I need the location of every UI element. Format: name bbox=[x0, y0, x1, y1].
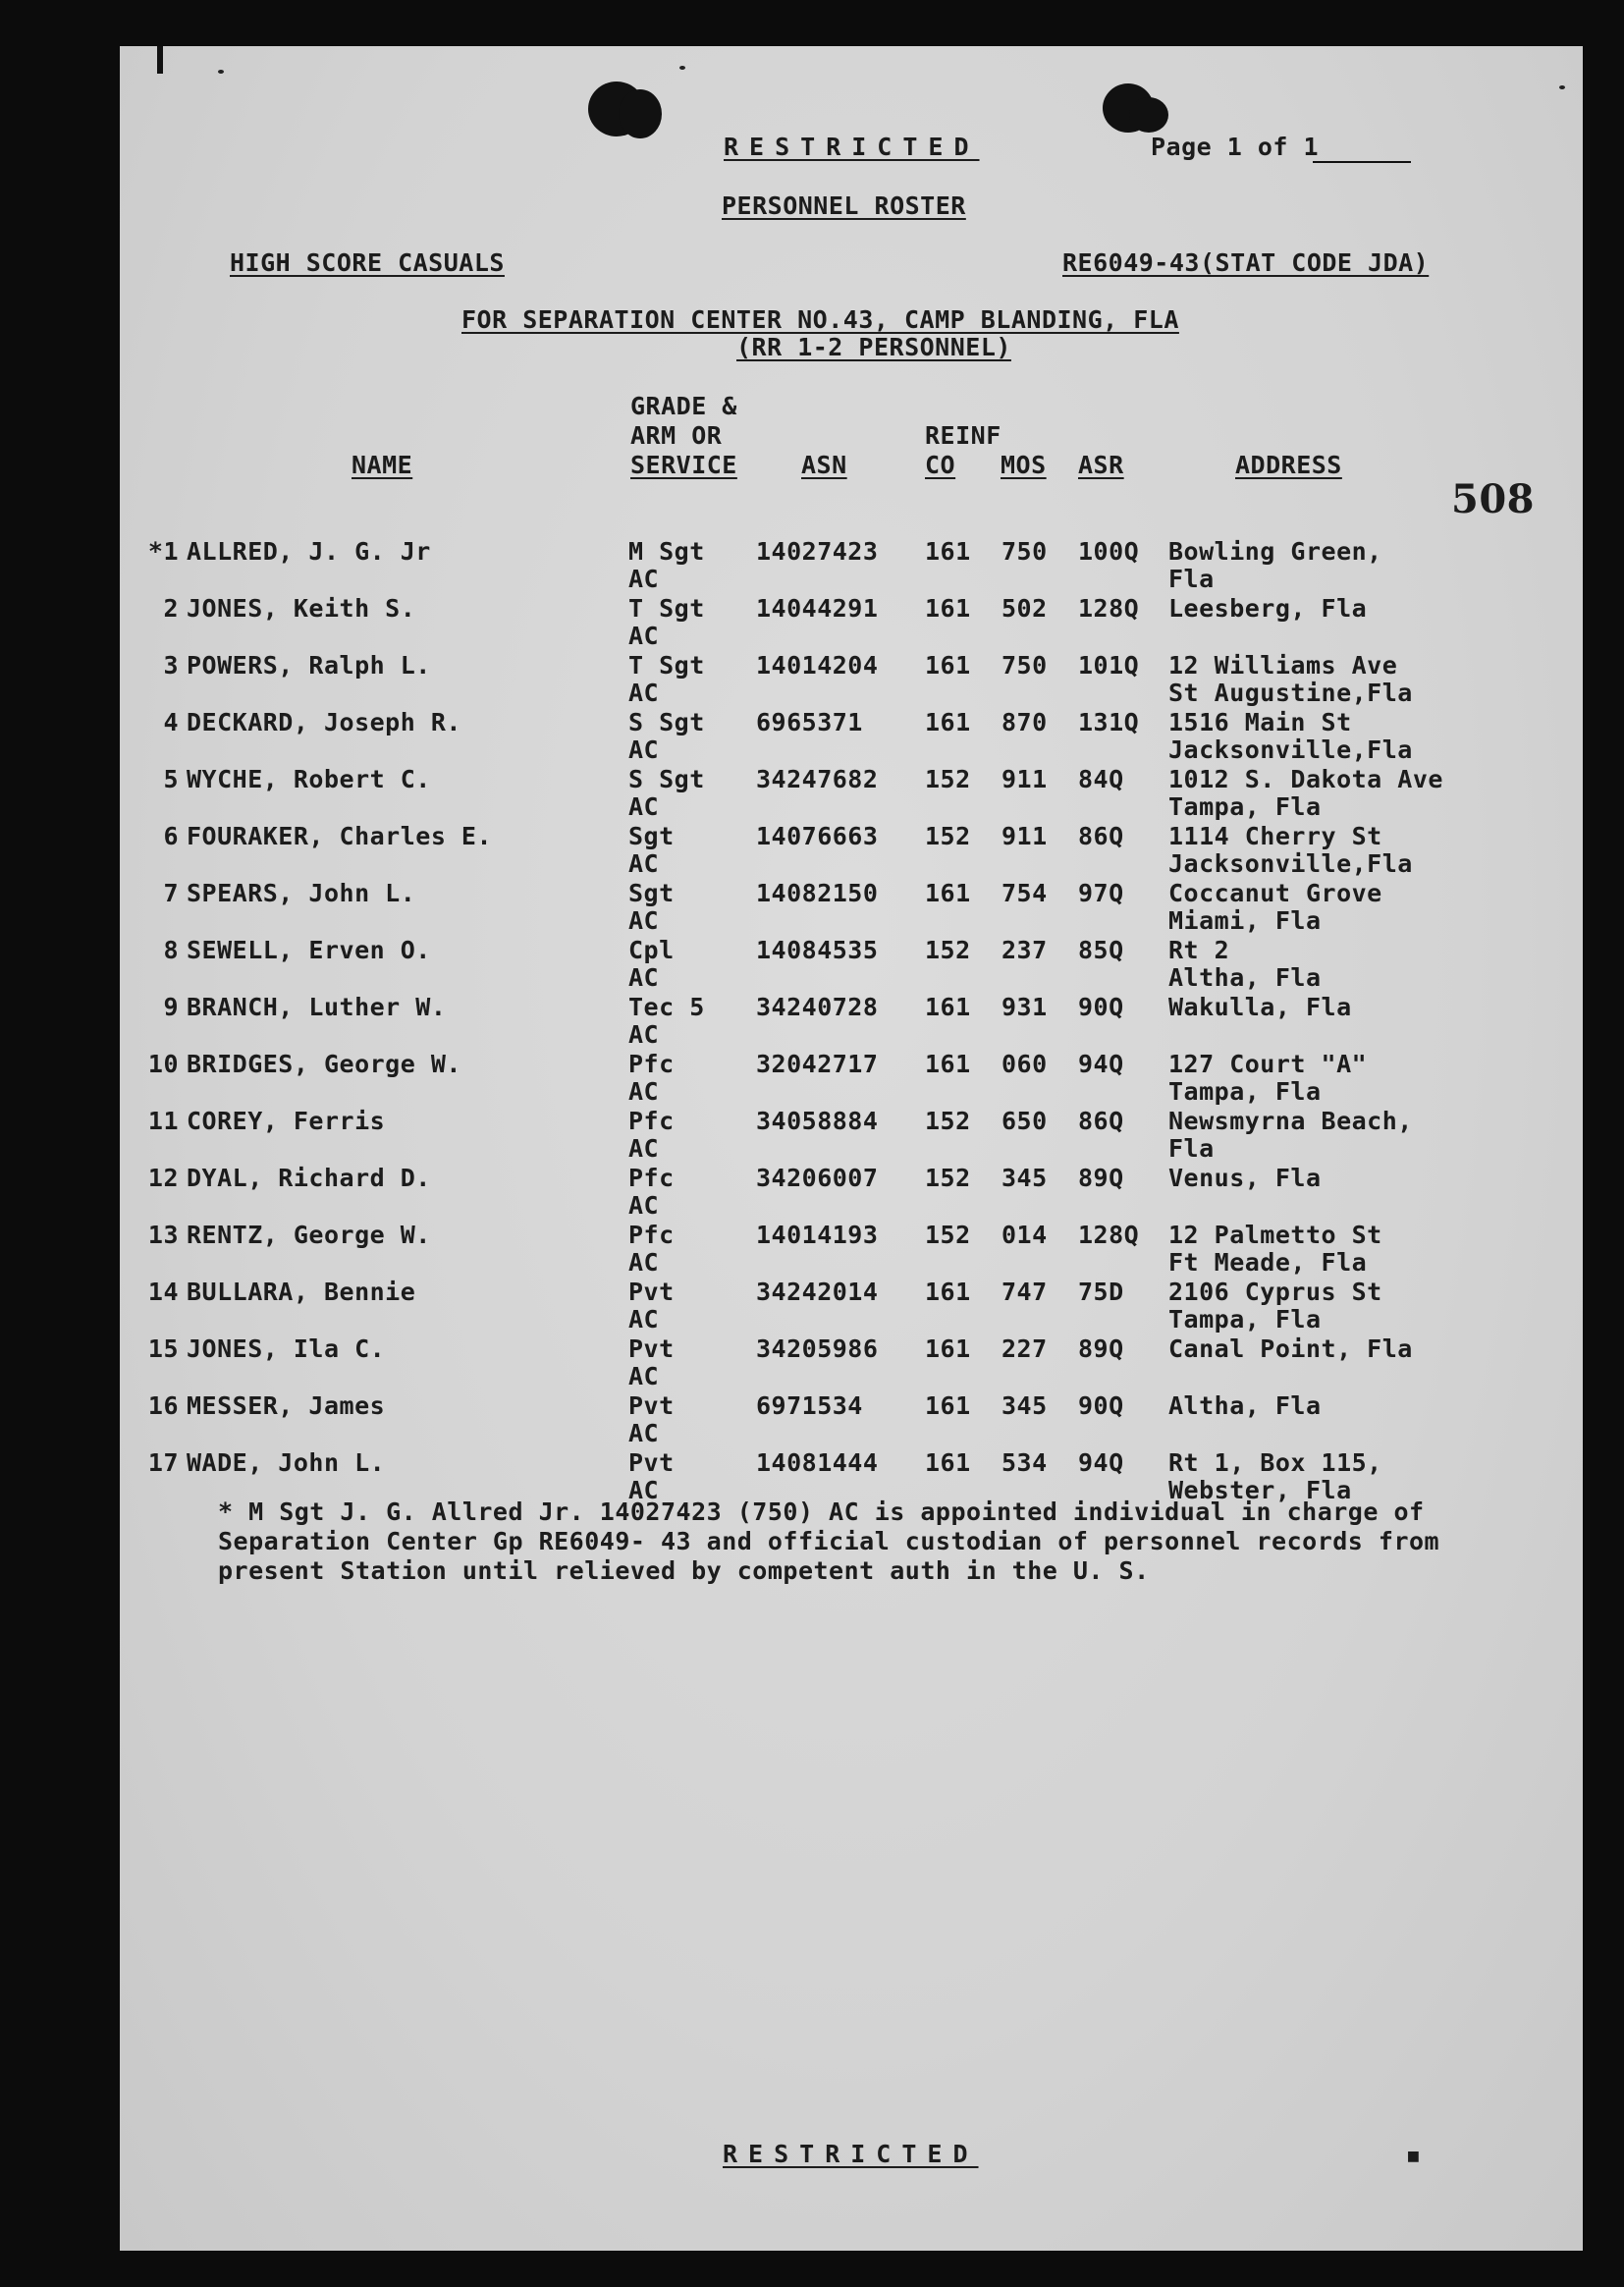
entry-number: 14 bbox=[147, 1278, 179, 1306]
entry-arm: AC bbox=[628, 1305, 660, 1334]
entry-address: Venus, Fla bbox=[1168, 1164, 1322, 1192]
entry-address: 127 Court "A" bbox=[1168, 1050, 1368, 1078]
entry-co: 161 bbox=[925, 1334, 971, 1363]
entry-number: 6 bbox=[163, 822, 179, 850]
entry-asn: 34247682 bbox=[756, 765, 879, 793]
entry-arm: AC bbox=[628, 792, 660, 821]
roster-entry bbox=[120, 1107, 1583, 1164]
footnote-line-1: * M Sgt J. G. Allred Jr. 14027423 (750) AC is appointed individual in charge of bbox=[218, 1497, 1425, 1526]
speck bbox=[1559, 85, 1565, 89]
col-asn: ASN bbox=[801, 451, 847, 479]
entry-address: 1114 Cherry St bbox=[1168, 822, 1382, 850]
entry-asr: 90Q bbox=[1078, 993, 1124, 1021]
entry-mos: 060 bbox=[1001, 1050, 1048, 1078]
entry-name: FOURAKER, Charles E. bbox=[187, 822, 493, 850]
entry-number: 7 bbox=[163, 879, 179, 907]
entry-asr: 84Q bbox=[1078, 765, 1124, 793]
entry-grade: Cpl bbox=[628, 936, 675, 964]
entry-grade: S Sgt bbox=[628, 765, 705, 793]
entry-address: Coccanut Grove bbox=[1168, 879, 1382, 907]
entry-grade: Pfc bbox=[628, 1164, 675, 1192]
entry-name: BRANCH, Luther W. bbox=[187, 993, 447, 1021]
entry-arm: AC bbox=[628, 1419, 660, 1447]
entry-name: SPEARS, John L. bbox=[187, 879, 416, 907]
entry-name: DYAL, Richard D. bbox=[187, 1164, 431, 1192]
entry-grade: Pvt bbox=[628, 1334, 675, 1363]
entry-co: 161 bbox=[925, 1448, 971, 1477]
entry-arm: AC bbox=[628, 1077, 660, 1106]
entry-asr: 97Q bbox=[1078, 879, 1124, 907]
entry-arm: AC bbox=[628, 1248, 660, 1277]
entry-asn: 14081444 bbox=[756, 1448, 879, 1477]
edge-mark bbox=[157, 46, 163, 74]
entry-name: WYCHE, Robert C. bbox=[187, 765, 431, 793]
entry-arm: AC bbox=[628, 1020, 660, 1049]
entry-mos: 345 bbox=[1001, 1391, 1048, 1420]
entry-address-line2: Jacksonville,Fla bbox=[1168, 849, 1413, 878]
entry-co: 161 bbox=[925, 1391, 971, 1420]
entry-grade: Pvt bbox=[628, 1391, 675, 1420]
entry-number: 10 bbox=[147, 1050, 179, 1078]
entry-number: 8 bbox=[163, 936, 179, 964]
entry-arm: AC bbox=[628, 963, 660, 992]
footnote-line-3: present Station until relieved by competent auth in the U. S. bbox=[218, 1556, 1150, 1585]
classification-footer: RESTRICTED bbox=[723, 2140, 979, 2168]
entry-address: 1516 Main St bbox=[1168, 708, 1352, 736]
roster-entry bbox=[120, 1221, 1583, 1278]
entry-mos: 754 bbox=[1001, 879, 1048, 907]
col-name: NAME bbox=[352, 451, 413, 479]
entry-asr: 85Q bbox=[1078, 936, 1124, 964]
entry-address-line2: Miami, Fla bbox=[1168, 906, 1322, 935]
entry-asn: 32042717 bbox=[756, 1050, 879, 1078]
entry-asr: 90Q bbox=[1078, 1391, 1124, 1420]
entry-mos: 014 bbox=[1001, 1221, 1048, 1249]
entry-grade: Pvt bbox=[628, 1448, 675, 1477]
entry-asr: 75D bbox=[1078, 1278, 1124, 1306]
roster-title: PERSONNEL ROSTER bbox=[722, 191, 966, 220]
entry-co: 161 bbox=[925, 708, 971, 736]
entry-co: 161 bbox=[925, 594, 971, 623]
entry-name: BRIDGES, George W. bbox=[187, 1050, 461, 1078]
entry-co: 161 bbox=[925, 651, 971, 680]
entry-mos: 911 bbox=[1001, 765, 1048, 793]
roster-entry bbox=[120, 993, 1583, 1050]
entry-mos: 345 bbox=[1001, 1164, 1048, 1192]
entry-asn: 34205986 bbox=[756, 1334, 879, 1363]
custodian-footnote bbox=[218, 1497, 1494, 1586]
entry-grade: Sgt bbox=[628, 879, 675, 907]
entry-number: 17 bbox=[147, 1448, 179, 1477]
entry-number: 2 bbox=[163, 594, 179, 623]
entry-grade: Pfc bbox=[628, 1221, 675, 1249]
entry-mos: 502 bbox=[1001, 594, 1048, 623]
entry-address: 2106 Cyprus St bbox=[1168, 1278, 1382, 1306]
roster-entry bbox=[120, 651, 1583, 708]
roster-entry bbox=[120, 594, 1583, 651]
entry-address: Rt 2 bbox=[1168, 936, 1230, 964]
page-indicator: Page 1 of 1 bbox=[1151, 133, 1320, 161]
footnote-line-2: Separation Center Gp RE6049- 43 and official custodian of personnel records from bbox=[218, 1527, 1440, 1555]
entry-asr: 89Q bbox=[1078, 1334, 1124, 1363]
entry-number: 12 bbox=[147, 1164, 179, 1192]
entry-asn: 34206007 bbox=[756, 1164, 879, 1192]
entry-asr: 101Q bbox=[1078, 651, 1140, 680]
entry-grade: Sgt bbox=[628, 822, 675, 850]
entry-asr: 94Q bbox=[1078, 1448, 1124, 1477]
roster-entry bbox=[120, 1164, 1583, 1221]
entry-asn: 34242014 bbox=[756, 1278, 879, 1306]
entry-name: JONES, Ila C. bbox=[187, 1334, 386, 1363]
entry-address-line2: Ft Meade, Fla bbox=[1168, 1248, 1368, 1277]
entry-mos: 750 bbox=[1001, 537, 1048, 566]
ink-blot-left-2 bbox=[619, 89, 662, 138]
entry-address: Canal Point, Fla bbox=[1168, 1334, 1413, 1363]
entry-number: 5 bbox=[163, 765, 179, 793]
col-grade-line3: SERVICE bbox=[630, 451, 737, 479]
entry-address-line2: Webster, Fla bbox=[1168, 1476, 1352, 1504]
entry-arm: AC bbox=[628, 1476, 660, 1504]
entry-arm: AC bbox=[628, 906, 660, 935]
entry-address: 12 Williams Ave bbox=[1168, 651, 1398, 680]
destination-line: FOR SEPARATION CENTER NO.43, CAMP BLANDING, FLA bbox=[461, 305, 1179, 334]
entry-address: Newsmyrna Beach, bbox=[1168, 1107, 1413, 1135]
entry-name: WADE, John L. bbox=[187, 1448, 386, 1477]
entry-number: 16 bbox=[147, 1391, 179, 1420]
entry-co: 152 bbox=[925, 822, 971, 850]
personnel-note: (RR 1-2 PERSONNEL) bbox=[736, 333, 1011, 361]
col-grade-line2: ARM OR bbox=[630, 421, 723, 450]
entry-address-line2: Altha, Fla bbox=[1168, 963, 1322, 992]
entry-address: Rt 1, Box 115, bbox=[1168, 1448, 1382, 1477]
entry-arm: AC bbox=[628, 1362, 660, 1390]
entry-arm: AC bbox=[628, 735, 660, 764]
speck bbox=[218, 70, 224, 74]
entry-asn: 34240728 bbox=[756, 993, 879, 1021]
entry-arm: AC bbox=[628, 622, 660, 650]
entry-address: Leesberg, Fla bbox=[1168, 594, 1368, 623]
roster-entry bbox=[120, 1278, 1583, 1334]
entry-co: 152 bbox=[925, 765, 971, 793]
entry-mos: 931 bbox=[1001, 993, 1048, 1021]
entry-asr: 86Q bbox=[1078, 1107, 1124, 1135]
entry-mos: 534 bbox=[1001, 1448, 1048, 1477]
entry-grade: Pfc bbox=[628, 1050, 675, 1078]
entry-number: 9 bbox=[163, 993, 179, 1021]
entry-name: JONES, Keith S. bbox=[187, 594, 416, 623]
entry-grade: Tec 5 bbox=[628, 993, 705, 1021]
entry-address: Wakulla, Fla bbox=[1168, 993, 1352, 1021]
corner-mark: ■ bbox=[1408, 2146, 1420, 2166]
entry-asn: 14082150 bbox=[756, 879, 879, 907]
entry-asn: 6965371 bbox=[756, 708, 863, 736]
col-co: CO bbox=[925, 451, 956, 479]
entry-number: 13 bbox=[147, 1221, 179, 1249]
entry-mos: 227 bbox=[1001, 1334, 1048, 1363]
entry-grade: T Sgt bbox=[628, 651, 705, 680]
entry-co: 161 bbox=[925, 1050, 971, 1078]
entry-asn: 14014204 bbox=[756, 651, 879, 680]
entry-address-line2: Tampa, Fla bbox=[1168, 792, 1322, 821]
roster-page bbox=[120, 46, 1583, 2251]
entry-address-line2: Tampa, Fla bbox=[1168, 1305, 1322, 1334]
entry-number: 3 bbox=[163, 651, 179, 680]
entry-asn: 14014193 bbox=[756, 1221, 879, 1249]
entry-asr: 128Q bbox=[1078, 1221, 1140, 1249]
entry-grade: Pfc bbox=[628, 1107, 675, 1135]
entry-address-line2: Fla bbox=[1168, 1134, 1215, 1163]
roster-entry bbox=[120, 1334, 1583, 1391]
entry-mos: 750 bbox=[1001, 651, 1048, 680]
page-underline bbox=[1313, 161, 1411, 163]
roster-entry bbox=[120, 1050, 1583, 1107]
entry-arm: AC bbox=[628, 1134, 660, 1163]
col-mos: MOS bbox=[1001, 451, 1047, 479]
entry-name: COREY, Ferris bbox=[187, 1107, 386, 1135]
entry-asn: 6971534 bbox=[756, 1391, 863, 1420]
entry-address-line2: St Augustine,Fla bbox=[1168, 679, 1413, 707]
entry-co: 161 bbox=[925, 993, 971, 1021]
roster-entry bbox=[120, 537, 1583, 594]
entry-asr: 89Q bbox=[1078, 1164, 1124, 1192]
entry-arm: AC bbox=[628, 679, 660, 707]
entry-address: Altha, Fla bbox=[1168, 1391, 1322, 1420]
entry-asn: 14084535 bbox=[756, 936, 879, 964]
group-code: RE6049-43(STAT CODE JDA) bbox=[1062, 248, 1430, 277]
roster-entry bbox=[120, 822, 1583, 879]
unit-name: HIGH SCORE CASUALS bbox=[230, 248, 505, 277]
sheet-number: 508 bbox=[1451, 476, 1535, 522]
entry-asn: 14044291 bbox=[756, 594, 879, 623]
entry-asn: 14076663 bbox=[756, 822, 879, 850]
entry-name: MESSER, James bbox=[187, 1391, 386, 1420]
entry-grade: Pvt bbox=[628, 1278, 675, 1306]
entry-name: BULLARA, Bennie bbox=[187, 1278, 416, 1306]
entry-grade: T Sgt bbox=[628, 594, 705, 623]
entry-asr: 100Q bbox=[1078, 537, 1140, 566]
entry-co: 152 bbox=[925, 1164, 971, 1192]
entry-co: 152 bbox=[925, 936, 971, 964]
roster-entry bbox=[120, 1391, 1583, 1448]
entry-number: 15 bbox=[147, 1334, 179, 1363]
entry-address: Bowling Green, bbox=[1168, 537, 1382, 566]
entry-asr: 131Q bbox=[1078, 708, 1140, 736]
entry-co: 161 bbox=[925, 537, 971, 566]
entry-address-line2: Tampa, Fla bbox=[1168, 1077, 1322, 1106]
col-asr: ASR bbox=[1078, 451, 1124, 479]
entry-asr: 128Q bbox=[1078, 594, 1140, 623]
entry-mos: 870 bbox=[1001, 708, 1048, 736]
roster-entry bbox=[120, 708, 1583, 765]
entry-number: 4 bbox=[163, 708, 179, 736]
entry-grade: M Sgt bbox=[628, 537, 705, 566]
roster-entry bbox=[120, 936, 1583, 993]
speck bbox=[679, 66, 685, 70]
entry-mos: 911 bbox=[1001, 822, 1048, 850]
entry-asr: 94Q bbox=[1078, 1050, 1124, 1078]
entry-co: 161 bbox=[925, 1278, 971, 1306]
entry-arm: AC bbox=[628, 849, 660, 878]
entry-address: 1012 S. Dakota Ave bbox=[1168, 765, 1443, 793]
entry-name: RENTZ, George W. bbox=[187, 1221, 431, 1249]
entry-mos: 747 bbox=[1001, 1278, 1048, 1306]
entry-co: 152 bbox=[925, 1221, 971, 1249]
entry-name: DECKARD, Joseph R. bbox=[187, 708, 461, 736]
entry-number: *1 bbox=[147, 537, 179, 566]
roster-entry bbox=[120, 879, 1583, 936]
entry-co: 152 bbox=[925, 1107, 971, 1135]
entry-name: ALLRED, J. G. Jr bbox=[187, 537, 431, 566]
entry-number: 11 bbox=[147, 1107, 179, 1135]
entry-arm: AC bbox=[628, 1191, 660, 1220]
col-address: ADDRESS bbox=[1235, 451, 1342, 479]
ink-blot-right-2 bbox=[1129, 97, 1168, 133]
entry-address: 12 Palmetto St bbox=[1168, 1221, 1382, 1249]
entry-asn: 14027423 bbox=[756, 537, 879, 566]
entry-name: POWERS, Ralph L. bbox=[187, 651, 431, 680]
entry-address-line2: Fla bbox=[1168, 565, 1215, 593]
classification-header: RESTRICTED bbox=[724, 133, 980, 161]
entry-address-line2: Jacksonville,Fla bbox=[1168, 735, 1413, 764]
col-grade-line1: GRADE & bbox=[630, 392, 737, 420]
col-reinf: REINF bbox=[925, 421, 1001, 450]
entry-mos: 650 bbox=[1001, 1107, 1048, 1135]
entry-co: 161 bbox=[925, 879, 971, 907]
entry-asr: 86Q bbox=[1078, 822, 1124, 850]
entry-arm: AC bbox=[628, 565, 660, 593]
roster-entry bbox=[120, 765, 1583, 822]
entry-name: SEWELL, Erven O. bbox=[187, 936, 431, 964]
entry-asn: 34058884 bbox=[756, 1107, 879, 1135]
entry-grade: S Sgt bbox=[628, 708, 705, 736]
entry-mos: 237 bbox=[1001, 936, 1048, 964]
